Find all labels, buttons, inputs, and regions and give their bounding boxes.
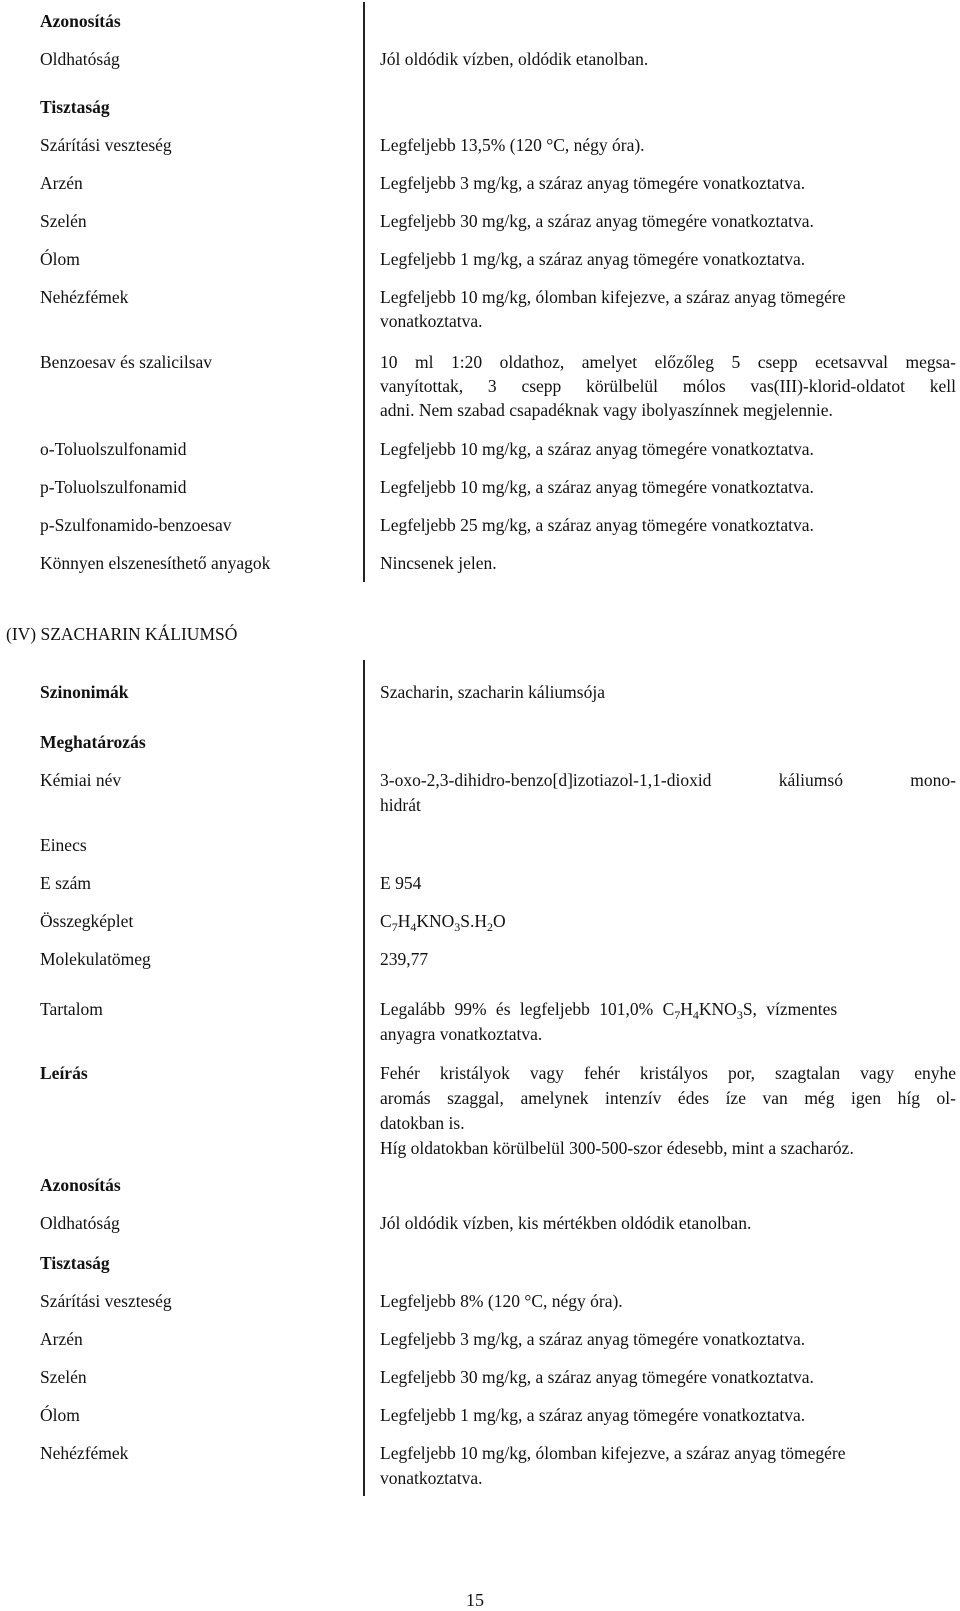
value-arzen-2: Legfeljebb 3 mg/kg, a száraz anyag tömegére vonatkoztatva. [380, 1329, 806, 1349]
value-p-szulfonamido-benzoesav: Legfeljebb 25 mg/kg, a száraz anyag tömegére vonatkoztatva. [380, 515, 814, 535]
label-arzen-2: Arzén [40, 1329, 83, 1349]
value-kemiai-nev-line-1: 3-oxo-2,3-dihidro-benzo[d]izotiazol-1,1-dioxid káliumsó mono- [380, 770, 956, 790]
column-divider [363, 660, 365, 1496]
label-nehezfemek-2: Nehézfémek [40, 1443, 129, 1463]
value-benzoesav-line-2: vanyítottak, 3 csepp körülbelül mólos vas(III)-klorid-oldatot kell [380, 376, 956, 396]
label-szelen-2: Szelén [40, 1367, 87, 1387]
value-szaritasi-veszteseg-2: Legfeljebb 8% (120 °C, négy óra). [380, 1291, 623, 1311]
section-heading-azonositas: Azonosítás [40, 11, 121, 31]
label-szinonimak: Szinonimák [40, 682, 129, 702]
value-szaritasi-veszteseg: Legfeljebb 13,5% (120 °C, négy óra). [380, 135, 645, 155]
label-konnyen-elszenesitheto: Könnyen elszenesíthető anyagok [40, 553, 271, 573]
value-leiras-line-4: Híg oldatokban körülbelül 300-500-szor édesebb, mint a szacharóz. [380, 1138, 854, 1158]
value-oldhatosag: Jól oldódik vízben, oldódik etanolban. [380, 49, 649, 69]
value-olom: Legfeljebb 1 mg/kg, a száraz anyag tömegére vonatkoztatva. [380, 249, 806, 269]
value-p-toluolszulfonamid: Legfeljebb 10 mg/kg, a száraz anyag tömegére vonatkoztatva. [380, 477, 814, 497]
value-arzen: Legfeljebb 3 mg/kg, a száraz anyag tömegére vonatkoztatva. [380, 173, 806, 193]
value-szinonimak: Szacharin, szacharin káliumsója [380, 682, 605, 702]
value-nehezfemek-2-line-2: vonatkoztatva. [380, 1468, 483, 1488]
page-number: 15 [466, 1590, 484, 1610]
label-szaritasi-veszteseg-2: Szárítási veszteség [40, 1291, 172, 1311]
label-nehezfemek: Nehézfémek [40, 287, 129, 307]
label-kemiai-nev: Kémiai név [40, 770, 122, 790]
section-heading-tisztasag-2: Tisztaság [40, 1253, 110, 1273]
label-arzen: Arzén [40, 173, 83, 193]
label-o-toluolszulfonamid: o-Toluolszulfonamid [40, 439, 187, 459]
label-p-toluolszulfonamid: p-Toluolszulfonamid [40, 477, 187, 497]
value-nehezfemek-line-2: vonatkoztatva. [380, 311, 483, 331]
value-konnyen-elszenesitheto: Nincsenek jelen. [380, 553, 497, 573]
label-szelen: Szelén [40, 211, 87, 231]
label-tartalom: Tartalom [40, 999, 103, 1019]
label-p-szulfonamido-benzoesav: p-Szulfonamido-benzoesav [40, 515, 232, 535]
value-szelen-2: Legfeljebb 30 mg/kg, a száraz anyag tömegére vonatkoztatva. [380, 1367, 814, 1387]
value-osszegkeplet: $C_7H_4KNO_3S.H_2O$ [380, 911, 506, 934]
value-benzoesav-line-3: adni. Nem szabad csapadéknak vagy ibolyaszínnek megjelennie. [380, 400, 833, 420]
section-title-szacharin-kaliumso: (IV) SZACHARIN KÁLIUMSÓ [6, 624, 238, 644]
value-leiras-line-2: aromás szaggal, amelynek intenzív édes íze van még igen híg ol- [380, 1088, 956, 1108]
section-heading-meghatarozas: Meghatározás [40, 732, 146, 752]
value-leiras-line-1: Fehér kristályok vagy fehér kristályos por, szagtalan vagy enyhe [380, 1063, 956, 1083]
value-e-szam: E 954 [380, 873, 422, 893]
section-heading-azonositas-2: Azonosítás [40, 1175, 121, 1195]
label-olom-2: Ólom [40, 1405, 80, 1425]
label-oldhatosag-2: Oldhatóság [40, 1213, 120, 1233]
label-benzoesav: Benzoesav és szalicilsav [40, 352, 213, 372]
label-e-szam: E szám [40, 873, 92, 893]
label-osszegkeplet: Összegképlet [40, 911, 134, 931]
value-tartalom-line-2: anyagra vonatkoztatva. [380, 1024, 543, 1044]
value-szelen: Legfeljebb 30 mg/kg, a száraz anyag tömegére vonatkoztatva. [380, 211, 814, 231]
value-olom-2: Legfeljebb 1 mg/kg, a száraz anyag tömegére vonatkoztatva. [380, 1405, 806, 1425]
section-heading-tisztasag: Tisztaság [40, 97, 110, 117]
value-leiras-line-3: datokban is. [380, 1113, 465, 1133]
value-oldhatosag-2: Jól oldódik vízben, kis mértékben oldódik etanolban. [380, 1213, 752, 1233]
value-molekulatomeg: 239,77 [380, 949, 429, 969]
value-tartalom-line-1: Legalább 99% és legfeljebb 101,0% $C_7H_4KNO_3S$, vízmentes [380, 999, 838, 1022]
label-einecs: Einecs [40, 835, 87, 855]
value-benzoesav-line-1: 10 ml 1:20 oldathoz, amelyet előzőleg 5 csepp ecetsavval megsa- [380, 352, 956, 372]
column-divider [363, 2, 365, 582]
label-szaritasi-veszteseg: Szárítási veszteség [40, 135, 172, 155]
label-molekulatomeg: Molekulatömeg [40, 949, 151, 969]
value-nehezfemek-line-1: Legfeljebb 10 mg/kg, ólomban kifejezve, a száraz anyag tömegére [380, 287, 846, 307]
label-olom: Ólom [40, 249, 80, 269]
label-oldhatosag: Oldhatóság [40, 49, 120, 69]
value-kemiai-nev-line-2: hidrát [380, 795, 421, 815]
value-o-toluolszulfonamid: Legfeljebb 10 mg/kg, a száraz anyag tömegére vonatkoztatva. [380, 439, 814, 459]
value-nehezfemek-2-line-1: Legfeljebb 10 mg/kg, ólomban kifejezve, a száraz anyag tömegére [380, 1443, 846, 1463]
label-leiras: Leírás [40, 1063, 88, 1083]
